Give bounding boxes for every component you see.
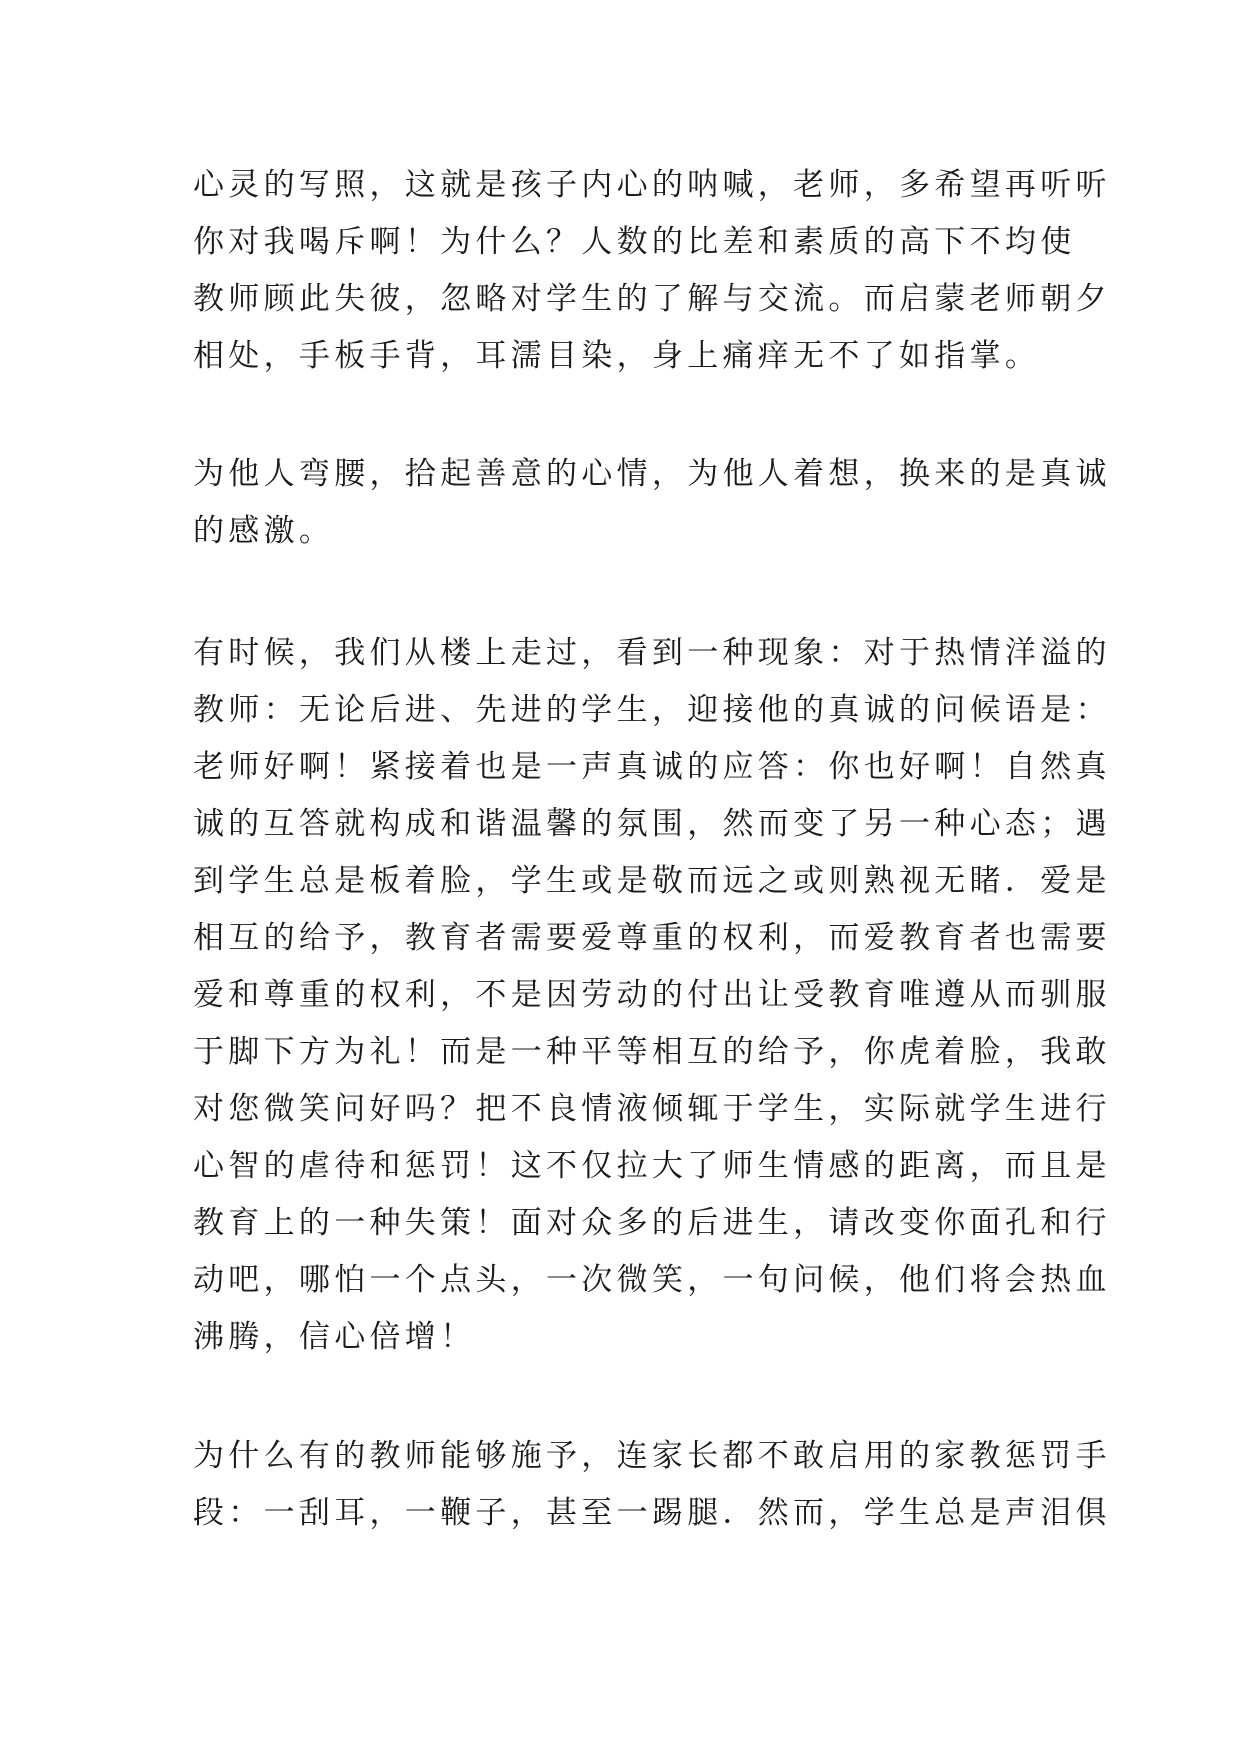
text-line: 教育上的一种失策！面对众多的后进生，请改变你面孔和行 [193, 1205, 1111, 1241]
text-line: 的感激。 [193, 513, 335, 549]
text-line: 心灵的写照，这就是孩子内心的呐喊，老师，多希望再听听 [193, 167, 1111, 203]
text-line: 沸腾，信心倍增！ [193, 1319, 476, 1355]
text-line: 心智的虐待和惩罚！这不仅拉大了师生情感的距离，而且是 [193, 1148, 1111, 1184]
paragraph [193, 1428, 1111, 1542]
text-line: 对您微笑问好吗？把不良情液倾辄于学生，实际就学生进行 [193, 1091, 1111, 1127]
text-line: 教师：无论后进、先进的学生，迎接他的真诚的问候语是： [193, 692, 1111, 728]
text-line: 于脚下方为礼！而是一种平等相互的给予，你虎着脸，我敢 [193, 1034, 1111, 1070]
text-line: 相互的给予，教育者需要爱尊重的权利，而爱教育者也需要 [193, 920, 1111, 956]
text-line: 到学生总是板着脸，学生或是敬而远之或则熟视无睹．爱是 [193, 863, 1111, 899]
text-line: 爱和尊重的权利，不是因劳动的付出让受教育唯遵从而驯服 [193, 977, 1111, 1013]
text-line: 教师顾此失彼，忽略对学生的了解与交流。而启蒙老师朝夕 [193, 281, 1111, 317]
text-line: 动吧，哪怕一个点头，一次微笑，一句问候，他们将会热血 [193, 1262, 1111, 1298]
paragraph [193, 625, 1111, 1366]
text-line: 段：一刮耳，一鞭子，甚至一踢腿．然而，学生总是声泪俱 [193, 1495, 1111, 1531]
paragraph [193, 446, 1111, 560]
text-line: 相处，手板手背，耳濡目染，身上痛痒无不了如指掌。 [193, 338, 1041, 374]
text-line: 你对我喝斥啊！为什么？人数的比差和素质的高下不均使 [193, 224, 1076, 260]
text-line: 老师好啊！紧接着也是一声真诚的应答：你也好啊！自然真 [193, 749, 1111, 785]
text-line: 有时候，我们从楼上走过，看到一种现象：对于热情洋溢的 [193, 635, 1111, 671]
paragraph [193, 157, 1111, 385]
text-line: 为他人弯腰，拾起善意的心情，为他人着想，换来的是真诚 [193, 456, 1111, 492]
text-line: 为什么有的教师能够施予，连家长都不敢启用的家教惩罚手 [193, 1438, 1111, 1474]
text-line: 诚的互答就构成和谐温馨的氛围，然而变了另一种心态；遇 [193, 806, 1111, 842]
